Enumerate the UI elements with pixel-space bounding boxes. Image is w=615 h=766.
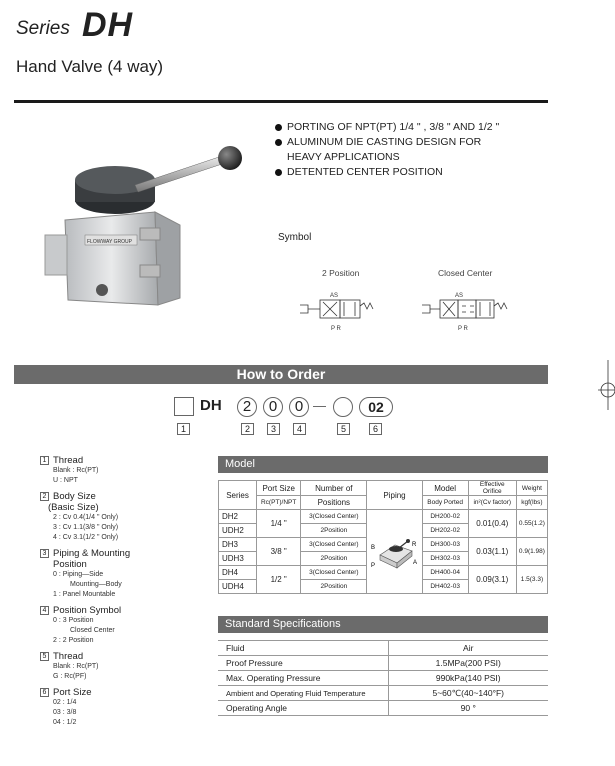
legend-title: (Basic Size) — [48, 502, 99, 513]
order-port-size: 02 — [359, 397, 393, 417]
order-digit-symbol: 0 — [289, 397, 309, 417]
col-orifice-sub: in²(Cv factor) — [468, 496, 516, 510]
port-cell: 1/2 " — [257, 566, 301, 594]
order-dash: — — [313, 398, 326, 413]
col-model-sub: Body Ported — [422, 496, 468, 510]
orifice-cell: 0.09(3.1) — [468, 566, 516, 594]
order-circle-thread — [333, 397, 353, 417]
table-row — [218, 686, 548, 701]
feature-item-continued: HEAVY APPLICATIONS — [287, 151, 400, 163]
col-weight: Weight — [516, 481, 547, 496]
legend-option: G : Rc(PF) — [53, 673, 87, 680]
legend-option: 3 : Cv 1.1(3/8 " Only) — [53, 524, 119, 531]
model-cell: DH400-04 — [422, 566, 468, 580]
legend-num: 5 — [40, 652, 49, 661]
legend-option: Blank : Rc(PT) — [53, 663, 99, 670]
legend-option: 2 : Cv 0.4(1/4 " Only) — [53, 514, 119, 521]
legend-num: 4 — [40, 606, 49, 615]
col-positions: Number of — [301, 481, 367, 496]
weight-cell: 1.5(3.3) — [516, 566, 547, 594]
spec-label: Max. Operating Pressure — [218, 671, 388, 686]
header-rule — [14, 100, 548, 103]
two-position-symbol — [298, 288, 378, 333]
model-cell: DH300-03 — [422, 538, 468, 552]
how-to-order-bar: How to Order — [14, 365, 548, 384]
legend-num: 1 — [40, 456, 49, 465]
legend-num: 2 — [40, 492, 49, 501]
legend-num: 6 — [40, 688, 49, 697]
piping-diagram — [370, 527, 420, 575]
registration-mark — [598, 360, 615, 410]
table-row — [218, 671, 548, 686]
feature-item: PORTING OF NPT(PT) 1/4 " , 3/8 " AND 1/2 " — [275, 120, 499, 135]
legend-title: Thread — [53, 651, 84, 662]
series-cell: UDH3 — [219, 552, 257, 566]
col-model: Model — [422, 481, 468, 496]
orifice-cell: 0.03(1.1) — [468, 538, 516, 566]
series-cell: UDH2 — [219, 524, 257, 538]
orifice-cell: 0.01(0.4) — [468, 510, 516, 538]
weight-cell: 0.9(1.98) — [516, 538, 547, 566]
positions-cell: 3(Closed Center) — [301, 566, 367, 580]
order-num: 5 — [337, 423, 350, 435]
legend-section — [40, 605, 210, 646]
order-num: 4 — [293, 423, 306, 435]
spec-label: Ambient and Operating Fluid Temperature — [218, 686, 388, 701]
hand-valve-image — [40, 140, 250, 310]
model-table — [218, 480, 548, 594]
legend-option: 0 : Piping—Side — [53, 571, 104, 578]
series-cell: UDH4 — [219, 580, 257, 594]
positions-cell: 2Position — [301, 552, 367, 566]
col-positions-sub: Positions — [301, 496, 367, 510]
spec-value: 5~60℃(40~140°F) — [388, 686, 548, 701]
legend-option: Mounting—Body — [70, 581, 122, 588]
port-b: B — [370, 544, 375, 551]
model-cell: DH200-02 — [422, 510, 468, 524]
series-code: DH — [82, 6, 134, 44]
closed-center-title: Closed Center — [438, 268, 493, 278]
legend-section — [40, 651, 210, 682]
order-box-thread — [174, 397, 194, 416]
col-port-size-sub: Rc(PT)/NPT — [257, 496, 301, 510]
table-row — [218, 701, 548, 716]
legend-title: Position — [53, 559, 87, 570]
positions-cell: 3(Closed Center) — [301, 538, 367, 552]
port-cell: 1/4 " — [257, 510, 301, 538]
order-num: 6 — [369, 423, 382, 435]
legend-section — [40, 491, 210, 543]
order-num: 3 — [267, 423, 280, 435]
legend-option: 4 : Cv 3.1(1/2 " Only) — [53, 534, 119, 541]
legend-option: 1 : Panel Mountable — [53, 591, 116, 598]
series-cell: DH2 — [219, 510, 257, 524]
series-cell: DH4 — [219, 566, 257, 580]
order-legend — [40, 455, 210, 733]
model-section-bar: Model — [218, 456, 548, 473]
spec-value: 90 ° — [388, 701, 548, 716]
port-p: P — [370, 562, 375, 569]
spec-label: Proof Pressure — [218, 656, 388, 671]
feature-list — [275, 120, 499, 180]
series-label: Series — [16, 18, 70, 39]
legend-option: Closed Center — [70, 627, 115, 634]
closed-center-symbol — [422, 288, 522, 333]
weight-cell: 0.55(1.2) — [516, 510, 547, 538]
legend-title: Position Symbol — [53, 605, 122, 616]
spec-label: Operating Angle — [218, 701, 388, 716]
order-digit-body: 2 — [237, 397, 257, 417]
table-row — [219, 510, 548, 524]
order-code: DH — [200, 397, 222, 414]
spec-value: Air — [388, 641, 548, 656]
spec-value: 990kPa(140 PSI) — [388, 671, 548, 686]
product-label: FLOWWAY GROUP — [87, 239, 132, 245]
piping-diagram-cell — [367, 510, 422, 594]
closed-center-ports-bottom: P R — [458, 326, 468, 332]
positions-cell: 2Position — [301, 580, 367, 594]
col-series: Series — [219, 481, 257, 510]
symbol-label: Symbol — [278, 232, 312, 243]
legend-option: Blank : Rc(PT) — [53, 467, 99, 474]
legend-option: 0 : 3 Position — [53, 617, 94, 624]
legend-option: 02 : 1/4 — [53, 699, 77, 706]
legend-option: 03 : 3/8 — [53, 709, 77, 716]
legend-option: U : NPT — [53, 477, 78, 484]
legend-title: Port Size — [53, 687, 92, 698]
model-cell: DH402-03 — [422, 580, 468, 594]
port-cell: 3/8 " — [257, 538, 301, 566]
table-row — [218, 656, 548, 671]
positions-cell: 3(Closed Center) — [301, 510, 367, 524]
two-position-title: 2 Position — [322, 268, 360, 278]
spec-value: 1.5MPa(200 PSI) — [388, 656, 548, 671]
legend-title: Body Size — [53, 491, 96, 502]
feature-item: ALUMINUM DIE CASTING DESIGN FOR — [275, 135, 499, 150]
legend-section — [40, 687, 210, 728]
specs-section-bar: Standard Specifications — [218, 616, 548, 633]
port-r: R — [411, 541, 416, 548]
model-cell: DH202-02 — [422, 524, 468, 538]
col-weight-sub: kgf(lbs) — [516, 496, 547, 510]
legend-section — [40, 548, 210, 600]
col-port-size: Port Size — [257, 481, 301, 496]
two-position-ports-bottom: P R — [331, 326, 341, 332]
legend-section — [40, 455, 210, 486]
legend-title: Piping & Mounting — [53, 548, 131, 559]
two-position-ports-top: AS — [330, 293, 339, 299]
port-a: A — [412, 559, 417, 566]
page-subtitle: Hand Valve (4 way) — [16, 57, 164, 76]
col-piping: Piping — [367, 481, 422, 510]
series-cell: DH3 — [219, 538, 257, 552]
positions-cell: 2Position — [301, 524, 367, 538]
legend-title: Thread — [53, 455, 84, 466]
col-orifice: Effective Orifice — [468, 481, 516, 496]
specs-table — [218, 640, 548, 716]
feature-item: DETENTED CENTER POSITION — [275, 165, 499, 180]
table-row — [218, 641, 548, 656]
model-cell: DH302-03 — [422, 552, 468, 566]
legend-option: 04 : 1/2 — [53, 719, 77, 726]
order-digit-piping: 0 — [263, 397, 283, 417]
legend-option: 2 : 2 Position — [53, 637, 94, 644]
legend-num: 3 — [40, 549, 49, 558]
order-num: 2 — [241, 423, 254, 435]
closed-center-ports-top: AS — [455, 293, 464, 299]
order-num: 1 — [177, 423, 190, 435]
spec-label: Fluid — [218, 641, 388, 656]
